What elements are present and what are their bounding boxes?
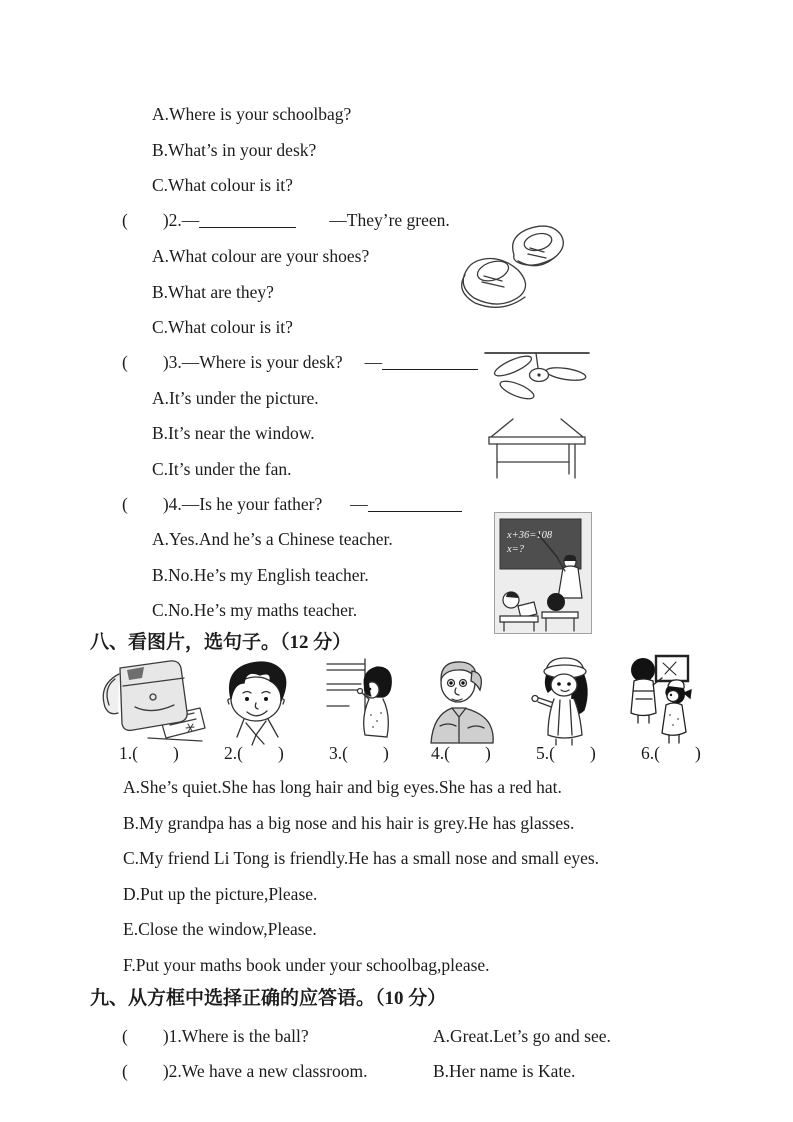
question-4-line <box>122 493 462 515</box>
question-2-reply: —They’re green. <box>329 210 450 230</box>
option-line: C.What colour is it? <box>152 317 293 337</box>
response-answer: B.Her name is Kate. <box>433 1061 576 1081</box>
option-line: C.What colour is it? <box>152 175 293 195</box>
blackboard-question: x=? <box>507 544 524 555</box>
answer-blank <box>382 355 478 370</box>
option-line: C.It’s under the fan. <box>152 458 292 479</box>
reply-dash: — <box>350 493 368 514</box>
option-line: A.What colour are your shoes? <box>152 246 370 266</box>
sentence-line: E.Close the window,Please. <box>123 919 317 939</box>
option-line: A.It’s under the picture. <box>152 387 319 408</box>
question-3-head: ( )3.—Where is your desk? <box>122 352 343 372</box>
classroom-blackboard-image <box>494 512 592 634</box>
option-line: A.Yes.And he’s a Chinese teacher. <box>152 529 393 549</box>
girl-red-hat-image <box>526 655 600 747</box>
option-line: C.No.He’s my maths teacher. <box>152 600 358 620</box>
option-line: B.It’s near the window. <box>152 423 315 443</box>
ceiling-fan-image <box>483 349 591 413</box>
sentence-line: C.My friend Li Tong is friendly.He has a small nose and small eyes. <box>123 848 600 868</box>
reply-dash: — <box>364 352 383 372</box>
picture-label: 5.( ) <box>536 743 596 763</box>
picture-label: 3.( ) <box>329 743 389 763</box>
question-2-line <box>122 209 450 231</box>
sentence-line: D.Put up the picture,Please. <box>123 883 318 904</box>
answer-blank <box>368 497 462 512</box>
response-question: ( )2.We have a new classroom. <box>122 1061 368 1081</box>
sentence-line: A.She’s quiet.She has long hair and big eyes.She has a red hat. <box>123 777 562 797</box>
shoes-image <box>448 215 583 315</box>
sentence-line: B.My grandpa has a big nose and his hair is grey.He has glasses. <box>123 812 575 833</box>
question-4-head: ( )4.—Is he your father? <box>122 493 323 514</box>
question-2-head: ( )2.— <box>122 210 200 230</box>
option-line: B.No.He’s my English teacher. <box>152 564 369 585</box>
desk-image <box>486 416 588 482</box>
picture-label: 4.( ) <box>431 743 491 763</box>
response-answer: A.Great.Let’s go and see. <box>433 1025 611 1046</box>
picture-label: 6.( ) <box>641 743 701 763</box>
boy-closing-window-image <box>325 655 397 743</box>
answer-blank <box>199 213 296 228</box>
grandpa-image <box>428 655 498 745</box>
sentence-line: F.Put your maths book under your schoolbag,please. <box>123 954 490 975</box>
response-question: ( )1.Where is the ball? <box>122 1025 309 1046</box>
option-line: A.Where is your schoolbag? <box>152 104 352 124</box>
section-9-title: 九、从方框中选择正确的应答语。（10 分） <box>90 988 447 1009</box>
question-3-line <box>122 351 478 373</box>
option-line: B.What’s in your desk? <box>152 139 317 160</box>
kids-picture-image <box>626 653 700 745</box>
schoolbag-image <box>90 655 208 745</box>
option-line: B.What are they? <box>152 281 274 302</box>
section-8-title: 八、看图片，选句子。（12 分） <box>90 632 352 653</box>
boy-face-image <box>220 657 292 745</box>
blackboard-equation: x+36=108 <box>507 530 553 541</box>
picture-label: 2.( ) <box>224 743 284 763</box>
picture-label: 1.( ) <box>119 743 179 763</box>
